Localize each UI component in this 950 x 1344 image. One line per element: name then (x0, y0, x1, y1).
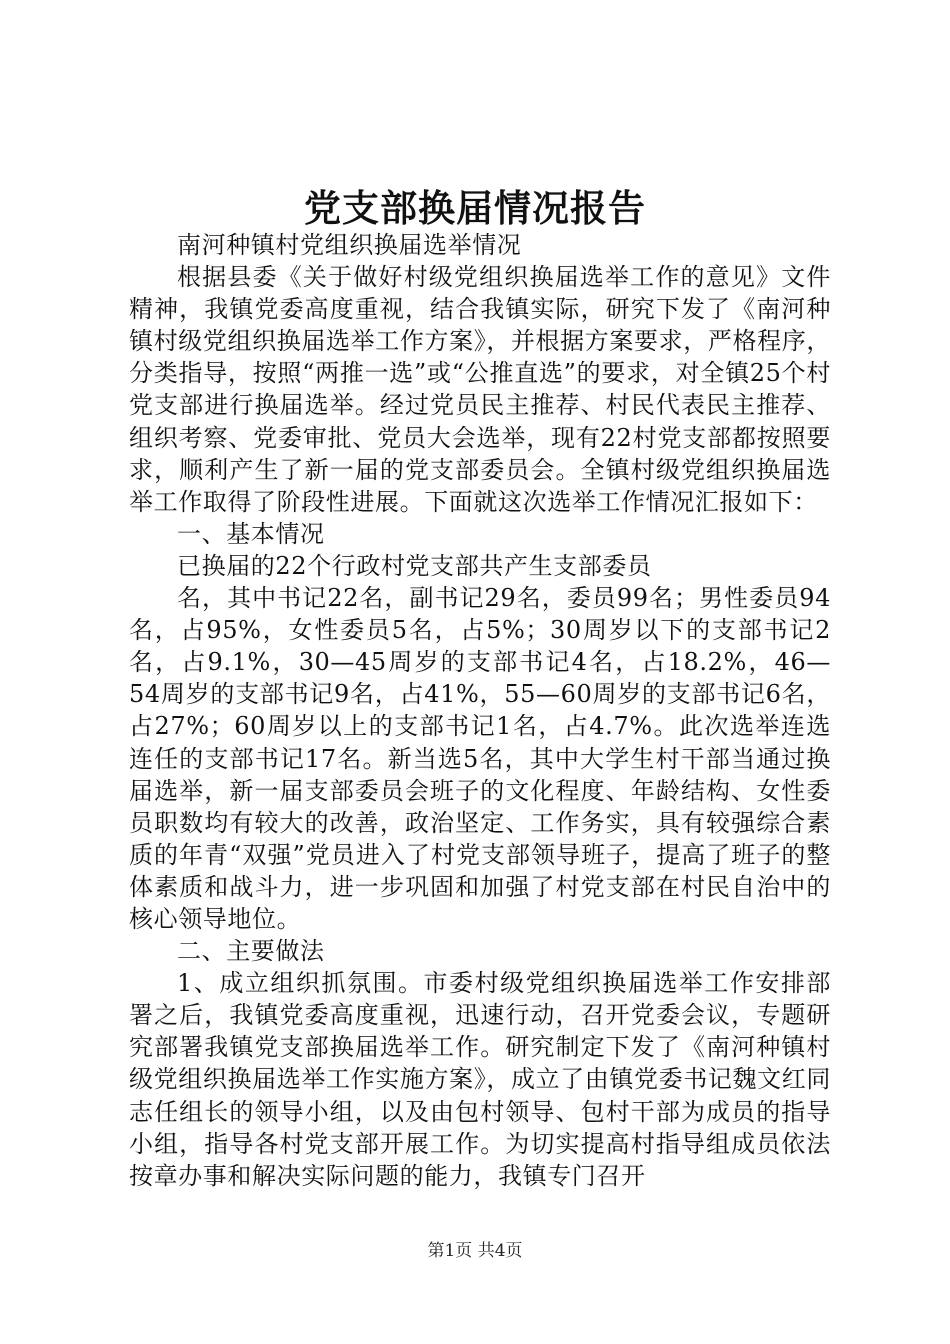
paragraph-method-1: 1、成立组织抓氛围。市委村级党组织换届选举工作安排部署之后，我镇党委高度重视，迅速行动，召开党委会议，专题研究部署我镇党支部换届选举工作。研究制定下发了《南河种镇村级党组织换届选举工作实施方案》，成立了由镇党委书记魏文红同志任组长的领导小组，以及由包村领导、包村干部为成员的指导小组，指导各村党支部开展工作。为切实提高村指导组成员依法按章办事和解决实际问题的能力，我镇专门召开 (129, 969, 831, 1190)
paragraph-basic-stats: 名，其中书记22名，副书记29名，委员99名；男性委员94名，占95%，女性委员5名，占5%；30周岁以下的支部书记2名，占9.1%，30—45周岁的支部书记4名，占18.2%，46—54周岁的支部书记9名，占41%，55—60周岁的支部书记6名，占27%；60周岁以上的支部书记1名，占4.7%。此次选举连选连任的支部书记17名。新当选5名，其中大学生村干部当通过换届选举，新一届支部委员会班子的文化程度、年龄结构、女性委员职数均有较大的改善，政治坚定、工作务实，具有较强综合素质的年青“双强”党员进入了村党支部领导班子，提高了班子的整体素质和战斗力，进一步巩固和加强了村党支部在村民自治中的核心领导地位。 (129, 584, 831, 933)
page-footer: 第1页 共4页 (427, 1241, 523, 1261)
section-heading-methods: 二、主要做法 (177, 937, 325, 966)
section-heading-basic: 一、基本情况 (177, 519, 325, 548)
paragraph-basic-lead: 已换届的22个行政村党支部共产生支部委员 (177, 551, 652, 580)
paragraph-intro: 根据县委《关于做好村级党组织换届选举工作的意见》文件精神，我镇党委高度重视，结合我镇实际，研究下发了《南河种镇村级党组织换届选举工作方案》，并根据方案要求，严格程序，分类指导，按照“两推一选”或“公推直选”的要求，对全镇25个村党支部进行换届选举。经过党员民主推荐、村民代表民主推荐、组织考察、党委审批、党员大会选举，现有22村党支部都按照要求，顺利产生了新一届的党支部委员会。全镇村级党组织换届选举工作取得了阶段性进展。下面就这次选举工作情况汇报如下： (129, 263, 831, 516)
document-body (129, 229, 831, 1192)
paragraph-subtitle: 南河种镇村党组织换届选举情况 (177, 231, 522, 259)
document-title: 党支部换届情况报告 (304, 186, 646, 230)
